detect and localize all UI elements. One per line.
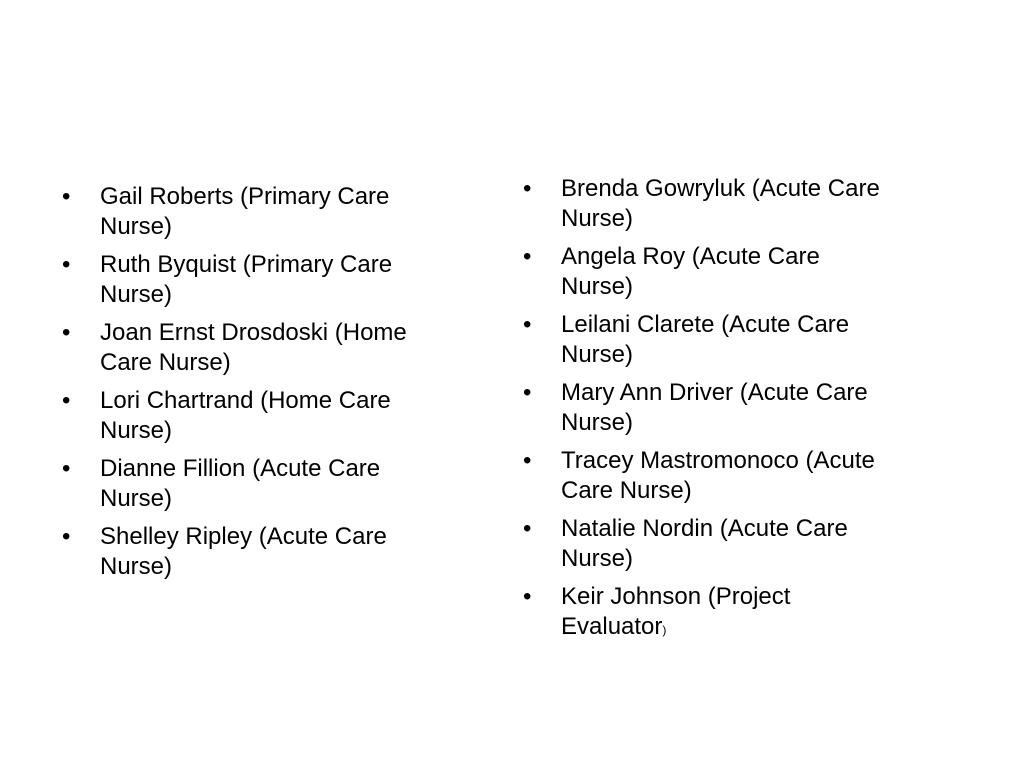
member-name-line1: Angela Roy (Acute Care <box>561 243 820 270</box>
member-name-line2: Nurse) <box>100 281 173 308</box>
list-item <box>62 182 482 242</box>
list-item <box>523 582 963 645</box>
bullet: • <box>523 447 532 474</box>
member-name-line2: Nurse) <box>100 213 173 240</box>
bullet: • <box>62 251 71 278</box>
member-name-line2: Evaluator <box>561 613 663 640</box>
member-name-line1: Dianne Fillion (Acute Care <box>100 455 381 482</box>
list-item <box>523 514 963 574</box>
member-name-line1: Shelley Ripley (Acute Care <box>100 523 387 550</box>
member-name-line2: Nurse) <box>561 273 634 300</box>
member-name-line1: Gail Roberts (Primary Care <box>100 183 390 210</box>
bullet: • <box>523 311 532 338</box>
member-name-line2: Nurse) <box>561 341 634 368</box>
bullet: • <box>62 455 71 482</box>
member-name-line2: Nurse) <box>100 417 173 444</box>
bullet: • <box>523 175 532 202</box>
member-name-line1: Tracey Mastromonoco (Acute <box>561 447 875 474</box>
bullet: • <box>62 319 71 346</box>
list-item <box>523 378 963 438</box>
member-name-line1: Brenda Gowryluk (Acute Care <box>561 175 880 202</box>
bullet: • <box>523 515 532 542</box>
member-name-line1: Lori Chartrand (Home Care <box>100 387 391 414</box>
bullet: • <box>523 583 532 610</box>
member-name-line1: Joan Ernst Drosdoski (Home <box>100 319 407 346</box>
left-team-list <box>62 182 482 590</box>
member-name-line2: Care Nurse) <box>561 477 692 504</box>
bullet: • <box>523 379 532 406</box>
list-item <box>523 174 963 234</box>
member-name-line2: Nurse) <box>100 553 173 580</box>
list-item <box>62 318 482 378</box>
list-item <box>62 522 482 582</box>
member-name-line2: Nurse) <box>561 409 634 436</box>
member-name-line1: Ruth Byquist (Primary Care <box>100 251 393 278</box>
list-item <box>523 242 963 302</box>
bullet: • <box>62 387 71 414</box>
bullet: • <box>523 243 532 270</box>
member-name-line1: Natalie Nordin (Acute Care <box>561 515 848 542</box>
member-name-line2: Nurse) <box>561 545 634 572</box>
list-item <box>523 446 963 506</box>
member-name-line2: Nurse) <box>561 205 634 232</box>
closing-paren: ) <box>662 623 667 637</box>
bullet: • <box>62 523 71 550</box>
list-item <box>62 386 482 446</box>
list-item <box>523 310 963 370</box>
bullet: • <box>62 183 71 210</box>
member-name-line1: Mary Ann Driver (Acute Care <box>561 379 868 406</box>
right-team-list <box>523 174 963 653</box>
member-name-line2: Care Nurse) <box>100 349 231 376</box>
member-name-line1: Leilani Clarete (Acute Care <box>561 311 850 338</box>
list-item <box>62 250 482 310</box>
member-name-line2: Nurse) <box>100 485 173 512</box>
list-item <box>62 454 482 514</box>
member-name-line1: Keir Johnson (Project <box>561 583 791 610</box>
